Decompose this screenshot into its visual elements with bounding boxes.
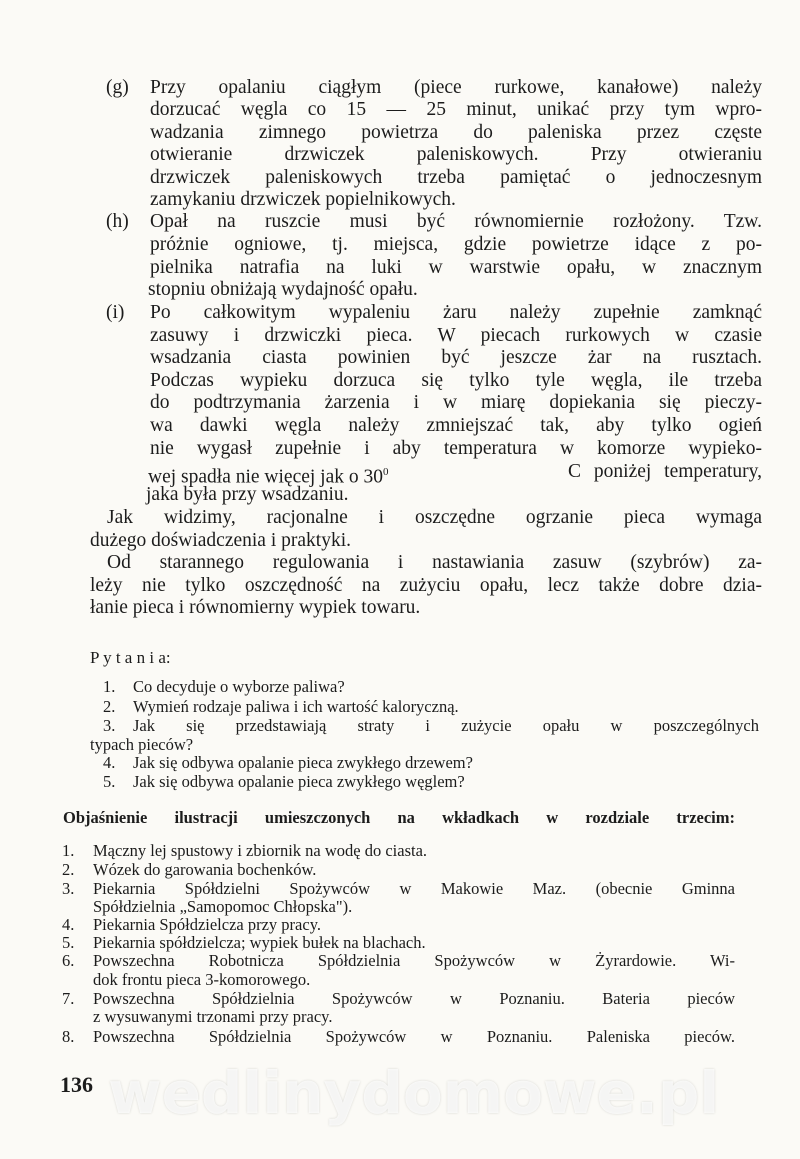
text-line: drzwiczek paleniskowych trzeba pamiętać o jednoczesnym (150, 167, 762, 188)
item-label: (h) (106, 211, 129, 232)
text-line: Przy opalaniu ciągłym (piece rurkowe, kanałowe) należy (150, 77, 762, 98)
caption-number: 6. (62, 951, 75, 970)
text-line: pielnika natrafia na luki w warstwie opału, w znacznym (150, 257, 762, 278)
text-segment: wej spadła nie więcej jak o 30 (148, 466, 383, 488)
caption-text: z wysuwanymi trzonami przy pracy. (93, 1007, 333, 1026)
caption-text: dok frontu pieca 3-komorowego. (93, 970, 311, 989)
text-line: próżnie ogniowe, tj. miejsca, gdzie powietrze idące z po- (150, 234, 762, 255)
text-line: nie wygasł zupełnie i aby temperatura w komorze wypieko- (150, 438, 762, 459)
text-line: łanie pieca i równomierny wypiek towaru. (90, 597, 421, 618)
caption-number: 5. (62, 933, 75, 952)
item-label: (g) (106, 77, 129, 98)
caption-text: Spółdzielnia „Samopomoc Chłopska"). (93, 897, 353, 916)
text-line: do podtrzymania żarzenia i w miarę dopiekania się pieczy- (150, 392, 762, 413)
caption-text: Mączny lej spustowy i zbiornik na wodę do ciasta. (93, 841, 428, 860)
question-number: 2. (103, 697, 116, 716)
text-line: wsadzania ciasta powinien być jeszcze żar na rusztach. (150, 347, 762, 368)
text-line: otwieranie drzwiczek paleniskowych. Przy otwieraniu (150, 144, 762, 165)
text-line: Jak widzimy, racjonalne i oszczędne ogrzanie pieca wymaga (107, 507, 762, 528)
text-line: jaka była przy wsadzaniu. (146, 484, 349, 505)
caption-text: Piekarnia Spółdzielni Spożywców w Makowie Maz. (obecnie Gminna (93, 879, 735, 898)
illustrations-heading: Objaśnienie ilustracji umieszczonych na wkładkach w rozdziale trzecim: (63, 808, 735, 827)
caption-text: Piekarnia spółdzielcza; wypiek bułek na blachach. (93, 933, 426, 952)
text-line: stopniu obniżają wydajność opału. (148, 279, 418, 300)
text-line: zasuwy i drzwiczki pieca. W piecach rurkowych w czasie (150, 325, 762, 346)
text-line: wadzania zimnego powietrza do paleniska przez częste (150, 122, 762, 143)
caption-number: 1. (62, 841, 75, 860)
caption-number: 4. (62, 915, 75, 934)
item-label: (i) (106, 302, 125, 323)
caption-number: 2. (62, 860, 75, 879)
text-line: Od starannego regulowania i nastawiania zasuw (szybrów) za- (107, 552, 762, 573)
question-number: 1. (103, 677, 116, 696)
question-text: Co decyduje o wyborze paliwa? (133, 677, 345, 696)
question-number: 3. (103, 716, 116, 735)
question-number: 5. (103, 772, 116, 791)
caption-text: Piekarnia Spółdzielcza przy pracy. (93, 915, 321, 934)
question-text: Jak się przedstawiają straty i zużycie opału w poszczególnych (133, 716, 759, 735)
text-line: wa dawki węgla należy zmniejszać tak, aby tylko ogień (150, 415, 762, 436)
caption-text: Wózek do garowania bochenków. (93, 860, 317, 879)
watermark: wedlinydomowe.pl (108, 1059, 720, 1127)
text-line: Podczas wypieku dorzuca się tylko tyle węgla, ile trzeba (150, 370, 762, 391)
caption-text: Powszechna Spółdzielnia Spożywców w Poznaniu. Bateria pieców (93, 989, 735, 1008)
question-text: Wymień rodzaje paliwa i ich wartość kaloryczną. (133, 697, 459, 716)
text-line: dorzucać węgla co 15 — 25 minut, unikać przy tym wpro- (150, 99, 762, 120)
degree-sign: 0 (383, 466, 389, 478)
question-text: Jak się odbywa opalanie pieca zwykłego drzewem? (133, 753, 473, 772)
question-text: typach pieców? (90, 735, 194, 754)
caption-number: 7. (62, 989, 75, 1008)
questions-heading: P y t a n i a: (90, 648, 171, 667)
text-line: Po całkowitym wypaleniu żaru należy zupełnie zamknąć (150, 302, 762, 323)
text-line: dużego doświadczenia i praktyki. (90, 530, 351, 551)
text-line: zamykaniu drzwiczek popielnikowych. (150, 189, 456, 210)
caption-text: Powszechna Spółdzielnia Spożywców w Poznaniu. Paleniska pieców. (93, 1027, 735, 1046)
page-number: 136 (60, 1072, 93, 1097)
caption-number: 3. (62, 879, 75, 898)
text-line: Opał na ruszcie musi być równomiernie rozłożony. Tzw. (150, 211, 762, 232)
caption-number: 8. (62, 1027, 75, 1046)
question-number: 4. (103, 753, 116, 772)
text-segment: C poniżej temperatury, (568, 461, 762, 482)
text-line: leży nie tylko oszczędność na zużyciu opału, lecz także dobre dzia- (90, 575, 762, 596)
question-text: Jak się odbywa opalanie pieca zwykłego węglem? (133, 772, 465, 791)
caption-text: Powszechna Robotnicza Spółdzielnia Spożywców w Żyrardowie. Wi- (93, 951, 735, 970)
